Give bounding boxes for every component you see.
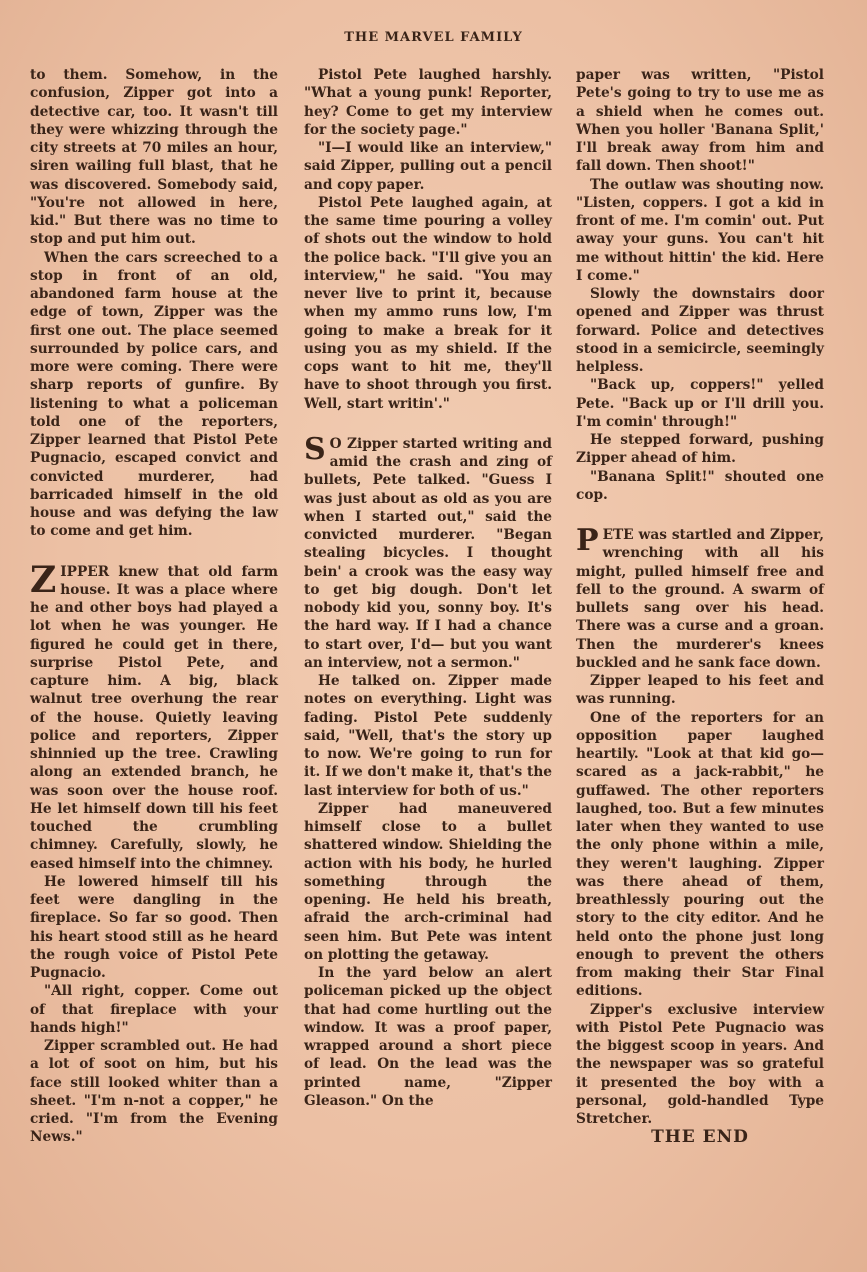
text-column-1 <box>30 66 278 1147</box>
the-end-label: THE END <box>651 1127 749 1148</box>
paragraph: "Banana Split!" shouted one cop. <box>576 468 824 503</box>
paragraph-dropcap: ZIPPER knew that old farm house. It was a place where he and other boys had played a lot when he was younger. He figured he could get in there, surprise Pistol Pete, and capture him. A big, black walnut tree overhung the rear of the house. Quietly leaving police and reporters, Zipper shinnied up the tree. Crawling along an extended branch, he was soon over the house roof. He let himself down till his feet touched the crumbling chimney. Carefully, slowly, he eased himself into the chimney. <box>30 558 278 872</box>
paragraph-dropcap: PETE was startled and Zipper, wrenching with all his might, pulled himself free and fell to the ground. A swarm of bullets sang over his head. There was a curse and a groan. Then the murderer's knees buckled and he sank face down. <box>576 523 824 671</box>
paragraph: In the yard below an alert policeman picked up the object that had come hurtling out the window. It was a proof paper, wrapped around a short piece of lead. On the lead was the printed name, "Zipper Gleason." On the <box>304 965 552 1109</box>
paragraph: Slowly the downstairs door opened and Zipper was thrust forward. Police and detectives stood in a semicircle, seemingly helpless. <box>576 286 824 375</box>
paragraph-dropcap: SO Zipper started writing and amid the crash and zing of bullets, Pete talked. "Guess I was just about as old as you are when I started out," said the convicted murderer. "Began stealing bicycles. I thought bein' a crook was the easy way to get big dough. Don't let nobody kid you, sonny boy. It's the hard way. If I had a chance to start over, I'd— but you want an interview, not a sermon." <box>304 431 552 671</box>
paragraph: "All right, copper. Come out of that fireplace with your hands high!" <box>30 983 278 1036</box>
page-header: THE MARVEL FAMILY <box>344 30 523 45</box>
paragraph: One of the reporters for an opposition paper laughed heartily. "Look at that kid go—scared as a jack-rabbit," he guffawed. The other reporters laughed, too. But a few minutes later when they wanted to use the only phone within a mile, they weren't laughing. Zipper was there ahead of them, breathlessly pouring out the story to the city editor. And he held onto the phone just long enough to prevent the others from making their Star Final editions. <box>576 709 824 1000</box>
paragraph: When the cars screeched to a stop in front of an old, abandoned farm house at the edge of town, Zipper was the first one out. The place seemed surrounded by police cars, and more were coming. There were sharp reports of gunfire. By listening to what a policeman told one of the reporters, Zipper learned that Pistol Pete Pugnacio, escaped convict and convicted murderer, had barricaded himself in the old house and was defying the law to come and get him. <box>30 249 278 540</box>
paragraph: The outlaw was shouting now. "Listen, coppers. I got a kid in front of me. I'm comin' out. Put away your guns. You can't hit me without hittin' the kid. Here I come." <box>576 176 824 284</box>
text-column-2 <box>304 66 552 1110</box>
paragraph: to them. Somehow, in the confusion, Zipper got into a detective car, too. It wasn't till they were whizzing through the city streets at 70 miles an hour, siren wailing full blast, that he was discovered. Somebody said, "You're not allowed in here, kid." But there was no time to stop and put him out. <box>30 67 278 248</box>
paragraph: Zipper scrambled out. He had a lot of soot on him, but his face still looked whiter than a sheet. "I'm n-not a copper," he cried. "I'm from the Evening News." <box>30 1038 278 1146</box>
paragraph: Pistol Pete laughed harshly. "What a young punk! Reporter, hey? Come to get my interview for the society page." <box>304 67 552 138</box>
paragraph: He lowered himself till his feet were dangling in the fireplace. So far so good. Then his heart stood still as he heard the rough voice of Pistol Pete Pugnacio. <box>30 873 278 981</box>
paragraph: Pistol Pete laughed again, at the same time pouring a volley of shots out the window to hold the police back. "I'll give you an interview," he said. "You may never live to print it, because when my ammo runs low, I'm going to make a break for it using you as my shield. If the cops want to hit me, they'll have to shoot through you first. Well, start writin'." <box>304 194 552 412</box>
paragraph: "I—I would like an interview," said Zipper, pulling out a pencil and copy paper. <box>304 140 552 193</box>
paragraph: He stepped forward, pushing Zipper ahead of him. <box>576 432 824 467</box>
paragraph: paper was written, "Pistol Pete's going to try to use me as a shield when he comes out. When you holler 'Banana Split,' I'll break away from him and fall down. Then shoot!" <box>576 67 824 175</box>
paragraph: Zipper's exclusive interview with Pistol Pete Pugnacio was the biggest scoop in years. And the newspaper was so grateful it presented the boy with a personal, gold-handled Type Stretcher. <box>576 1001 824 1127</box>
paragraph: Zipper leaped to his feet and was running. <box>576 673 824 708</box>
text-column-3 <box>576 66 824 1147</box>
paragraph: He talked on. Zipper made notes on everything. Light was fading. Pistol Pete suddenly said, "Well, that's the story up to now. We're going to run for it. If we don't make it, that's the last interview for both of us." <box>304 673 552 799</box>
paragraph: Zipper had maneuvered himself close to a bullet shattered window. Shielding the action with his body, he hurled something through the opening. He held his breath, afraid the arch-criminal had seen him. But Pete was intent on plotting the getaway. <box>304 800 552 963</box>
paragraph: "Back up, coppers!" yelled Pete. "Back up or I'll drill you. I'm comin' through!" <box>576 377 824 430</box>
